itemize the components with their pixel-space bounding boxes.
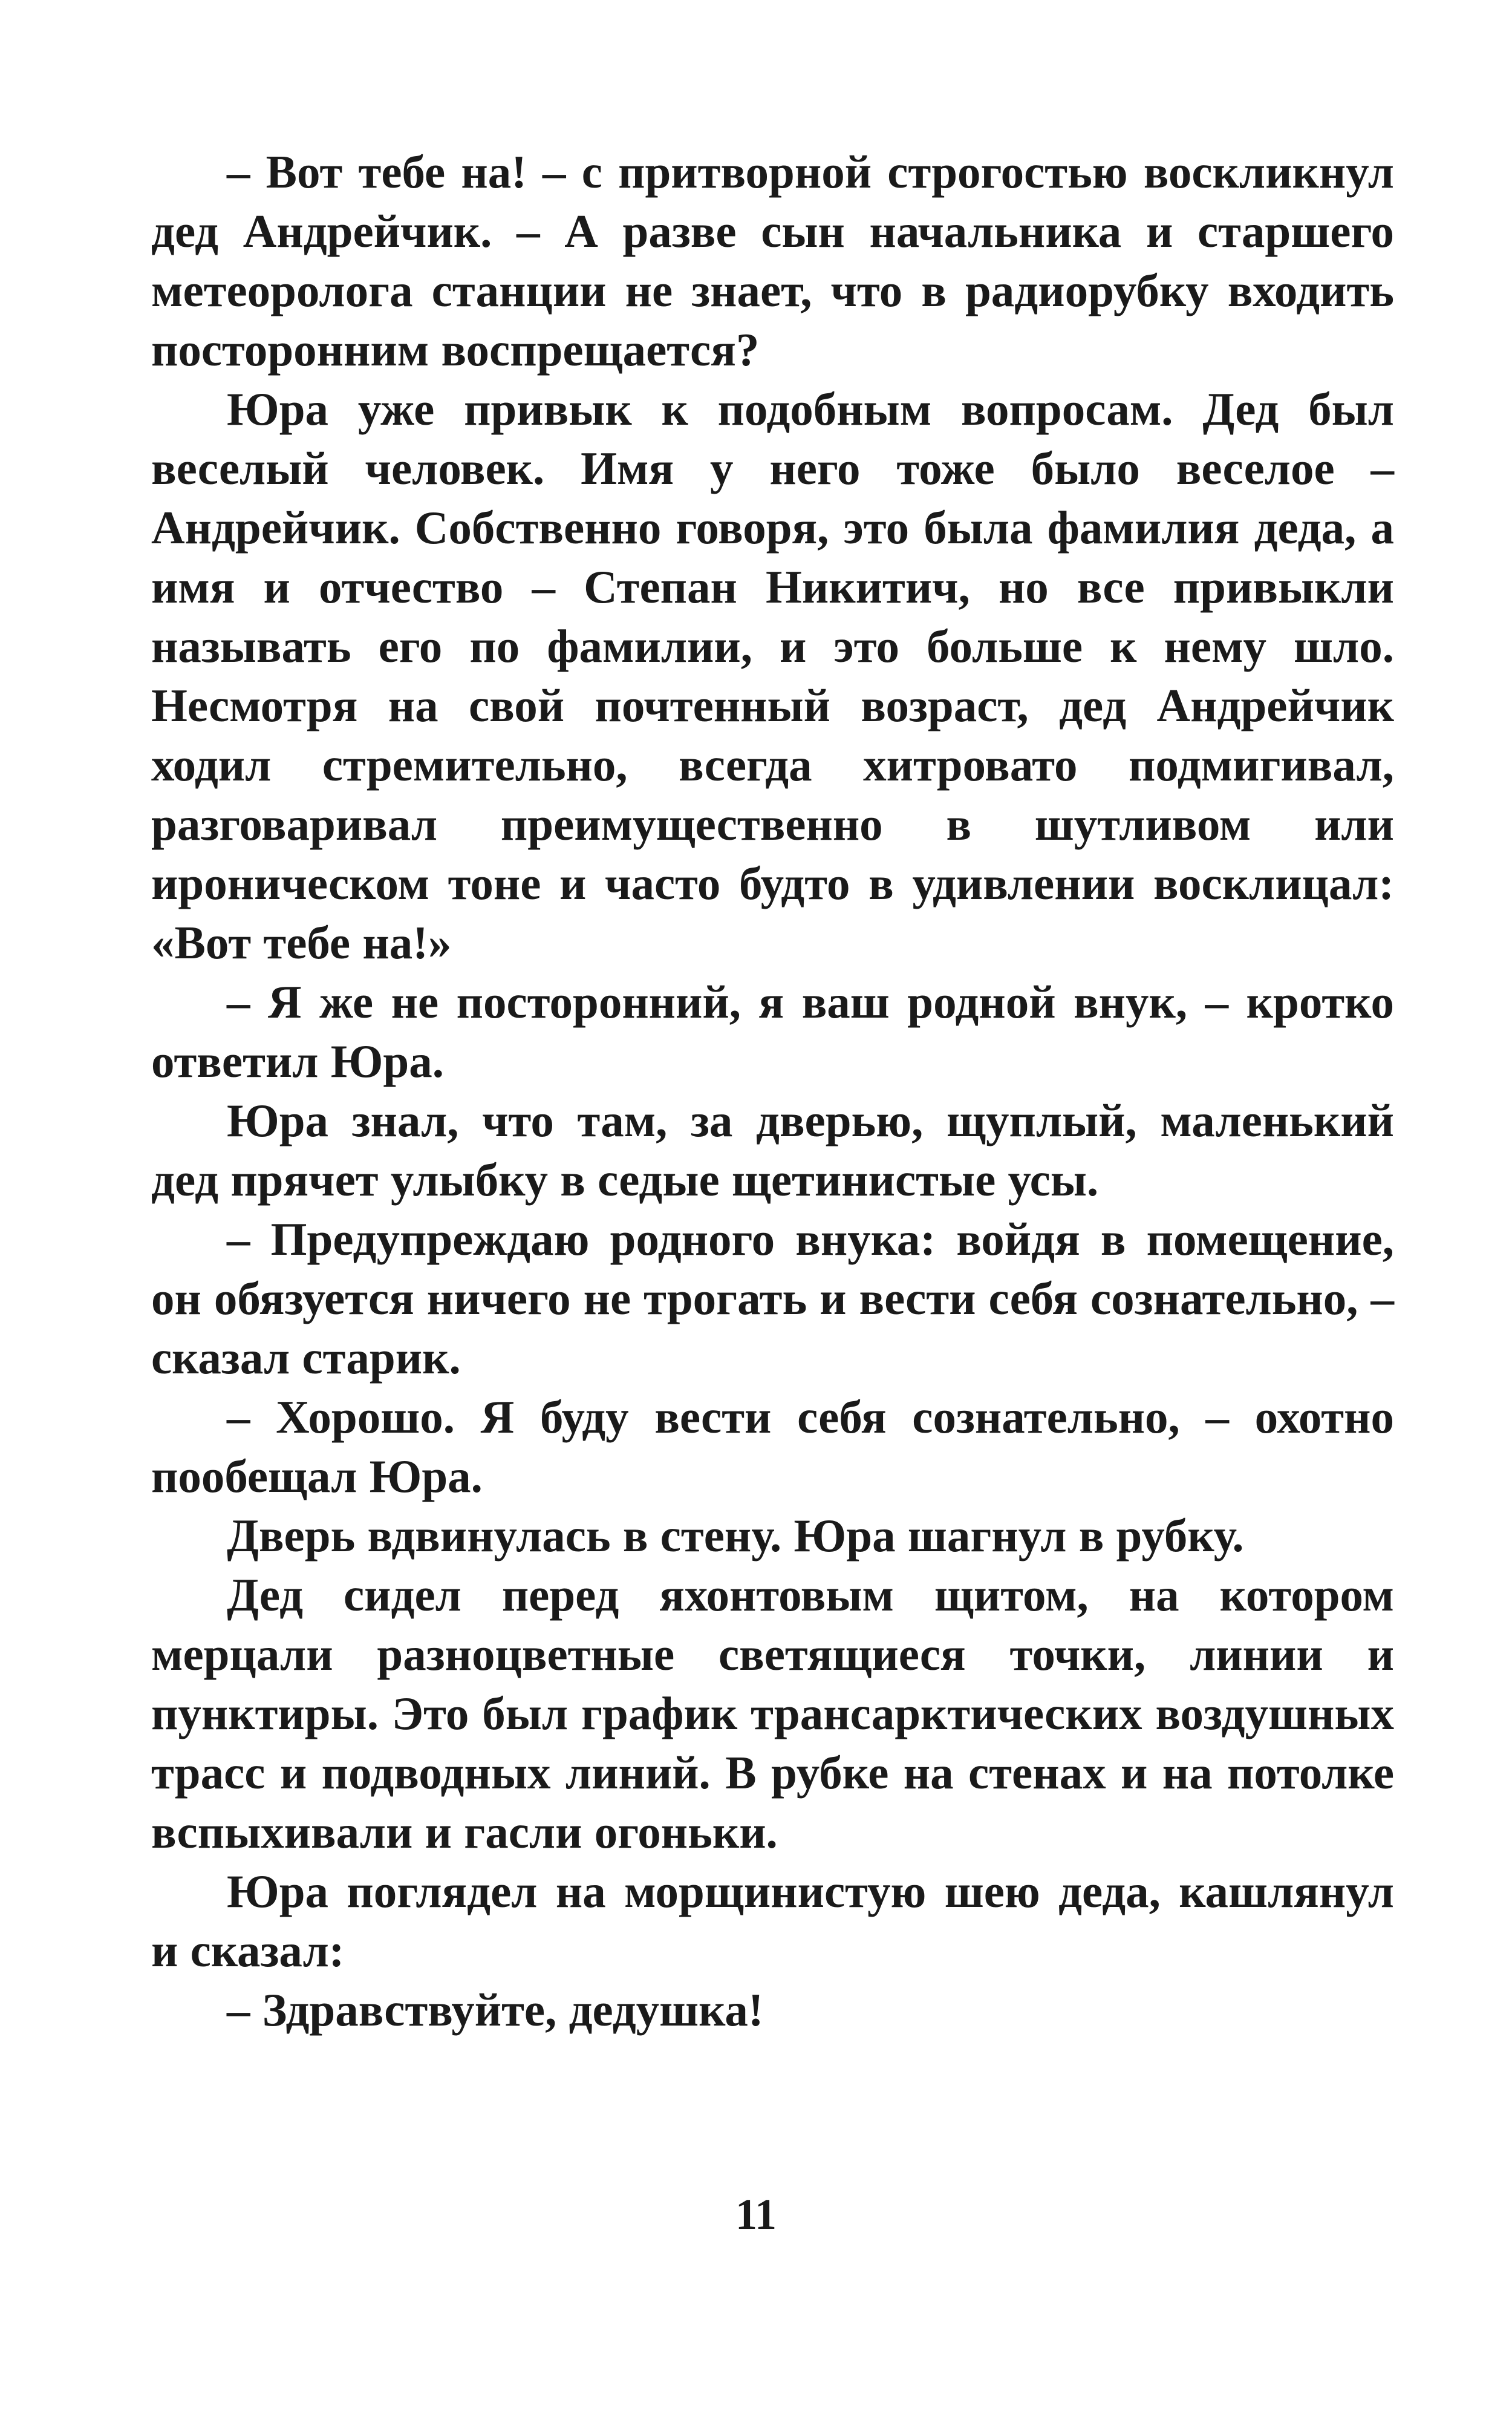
paragraph-6: – Хорошо. Я буду вести себя сознательно, – охотно пообещал Юра.	[151, 1391, 1394, 1502]
paragraph-4: Юра знал, что там, за дверью, щуплый, маленький дед прячет улыбку в седые щетинистые усы.	[151, 1094, 1394, 1206]
paragraph-9: Юра поглядел на морщинистую шею деда, кашлянул и сказал:	[151, 1865, 1394, 1977]
paragraph-3: – Я же не посторонний, я ваш родной внук, – кротко ответил Юра.	[151, 976, 1394, 1087]
paragraph-7: Дверь вдвинулась в стену. Юра шагнул в рубку.	[227, 1509, 1244, 1562]
paragraph-5: – Предупреждаю родного внука: войдя в помещение, он обязуется ничего не трогать и вести себя сознательно, – сказал старик.	[151, 1213, 1394, 1384]
paragraph-8: Дед сидел перед яхонтовым щитом, на котором мерцали разноцветные светящиеся точки, линии и пунктиры. Это был график трансарктических воздушных трасс и подводных линий. В рубке на стенах и на потолке вспыхивали и гасли огоньки.	[151, 1569, 1394, 1858]
page-body	[151, 142, 1394, 2039]
paragraph-1: – Вот тебе на! – с притворной строгостью воскликнул дед Андрейчик. – А разве сын начальника и старшего метеоролога станции не знает, что в радиорубку входить посторонним воспрещается?	[151, 146, 1394, 376]
paragraph-2: Юра уже привык к подобным вопросам. Дед был веселый человек. Имя у него тоже было веселое – Андрейчик. Собственно говоря, это была фамилия деда, а имя и отчество – Степан Никитич, но все привыкли называть его по фамилии, и это больше к нему шло. Несмотря на свой почтенный возраст, дед Андрейчик ходил стремительно, всегда хитровато подмигивал, разговаривал преимущественно в шутливом или ироническом тоне и часто будто в удивлении восклицал: «Вот тебе на!»	[151, 383, 1394, 969]
page-number: 11	[735, 2190, 777, 2238]
paragraph-10: – Здравствуйте, дедушка!	[227, 1984, 764, 2036]
